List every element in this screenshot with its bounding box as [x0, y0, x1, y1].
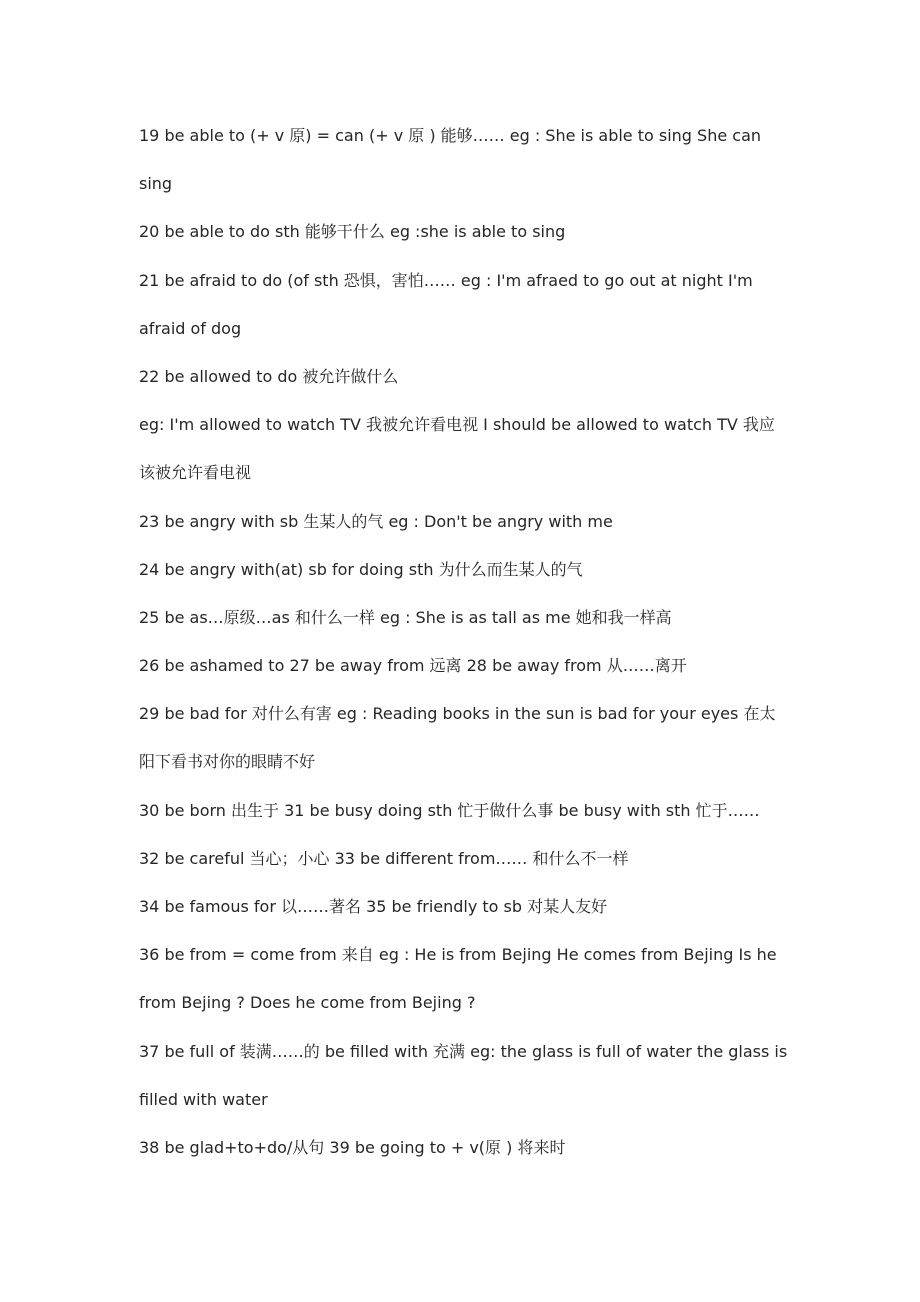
text-line: 22 be allowed to do 被允许做什么 — [139, 366, 399, 386]
text-line: sing — [139, 174, 173, 194]
text-line: 20 be able to do sth 能够干什么 eg :she is able to sing — [139, 222, 566, 242]
text-line: 19 be able to (+ v 原) = can (+ v 原 ) 能够…… eg : She is able to sing She can — [139, 126, 762, 145]
document-body — [139, 112, 789, 1172]
text-line: 23 be angry with sb 生某人的气 eg : Don't be angry with me — [139, 511, 613, 531]
text-line: from Bejing ? Does he come from Bejing ? — [139, 993, 476, 1013]
text-line: 34 be famous for 以……著名 35 be friendly to sb 对某人友好 — [139, 897, 608, 916]
text-line: filled with water — [139, 1089, 268, 1109]
text-line: 21 be afraid to do (of sth 恐惧，害怕…… eg : I'm afraed to go out at night I'm — [139, 270, 753, 290]
text-line: 29 be bad for 对什么有害 eg : Reading books in the sun is bad for your eyes 在太 — [139, 704, 776, 724]
text-line: 阳下看书对你的眼睛不好 — [139, 752, 316, 772]
text-line: eg: I'm allowed to watch TV 我被允许看电视 I should be allowed to watch TV 我应 — [139, 415, 775, 435]
text-line: 26 be ashamed to 27 be away from 远离 28 be away from 从……离开 — [139, 656, 687, 676]
text-line: 24 be angry with(at) sb for doing sth 为什么而生某人的气 — [139, 559, 583, 579]
text-line: 32 be careful 当心；小心 33 be different from…… 和什么不一样 — [139, 848, 629, 868]
text-line: 37 be full of 装满……的 be filled with 充满 eg: the glass is full of water the glass is — [139, 1041, 788, 1061]
text-line: 25 be as…原级…as 和什么一样 eg : She is as tall as me 她和我一样高 — [139, 607, 672, 627]
text-line: 该被允许看电视 — [139, 463, 252, 483]
text-line: 36 be from = come from 来自 eg : He is from Bejing He comes from Bejing Is he — [139, 945, 777, 965]
text-line: 38 be glad+to+do/从句 39 be going to + v(原 ) 将来时 — [139, 1137, 566, 1157]
text-line: 30 be born 出生于 31 be busy doing sth 忙于做什么事 be busy with sth 忙于…… — [139, 800, 760, 820]
text-line: afraid of dog — [139, 318, 242, 338]
